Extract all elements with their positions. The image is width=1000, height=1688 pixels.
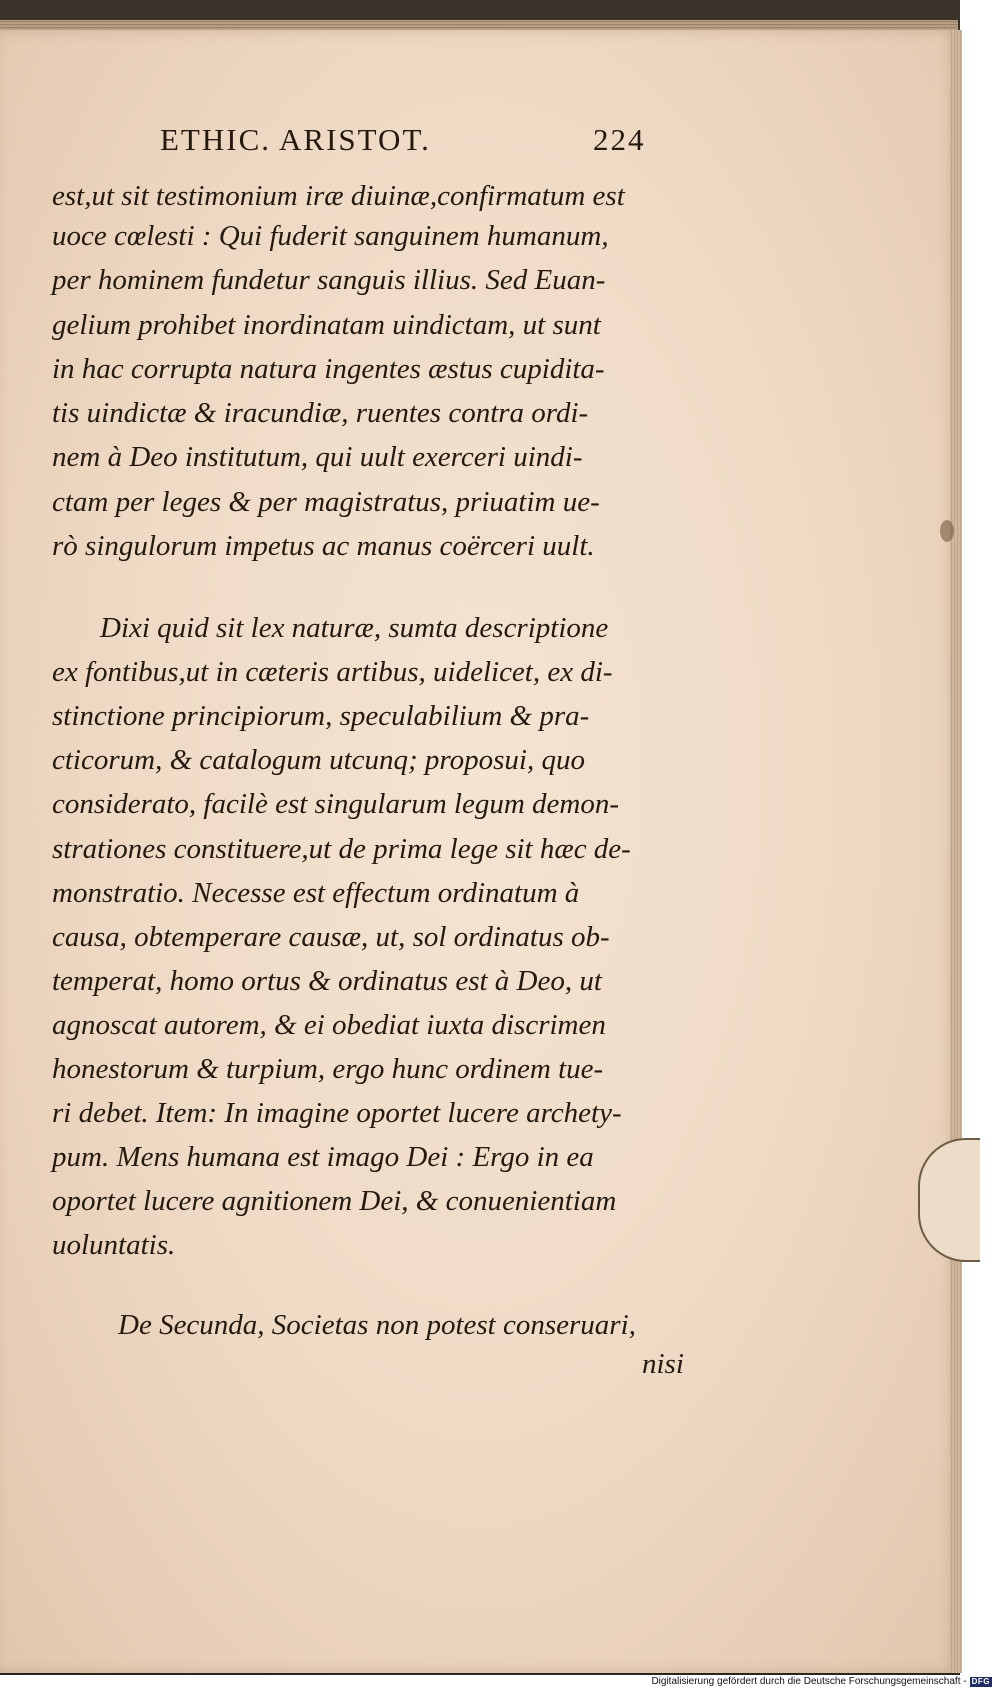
text-line: pum. Mens humana est imago Dei : Ergo in ea bbox=[52, 1141, 594, 1173]
text-line: est,ut sit testimonium iræ diuinæ,confirmatum est bbox=[52, 180, 625, 212]
text-line: uoluntatis. bbox=[52, 1229, 176, 1261]
bookmark-tab bbox=[918, 1138, 980, 1262]
text-line: in hac corrupta natura ingentes æstus cupidita- bbox=[52, 353, 605, 385]
text-line: honestorum & turpium, ergo hunc ordinem tue- bbox=[52, 1053, 604, 1085]
text-line: temperat, homo ortus & ordinatus est à Deo, ut bbox=[52, 965, 602, 997]
digitization-credit bbox=[651, 1675, 992, 1688]
text-line: tis uindictæ & iracundiæ, ruentes contra ordi- bbox=[52, 397, 589, 429]
text-line: per hominem fundetur sanguis illius. Sed Euan- bbox=[52, 264, 606, 296]
text-line: causa, obtemperare causæ, ut, sol ordinatus ob- bbox=[52, 921, 610, 953]
page-stack-fore-edge bbox=[950, 30, 962, 1673]
page-number: 224 bbox=[593, 122, 646, 157]
text-line: ctam per leges & per magistratus, priuatim ue- bbox=[52, 486, 600, 518]
text-line: ex fontibus,ut in cæteris artibus, uidelicet, ex di- bbox=[52, 656, 613, 688]
text-line: monstratio. Necesse est effectum ordinatum à bbox=[52, 877, 580, 909]
text-line: agnoscat autorem, & ei obediat iuxta discrimen bbox=[52, 1009, 606, 1041]
text-line: gelium prohibet inordinatam uindictam, ut sunt bbox=[52, 309, 601, 341]
text-line: cticorum, & catalogum utcunq; proposui, quo bbox=[52, 744, 585, 776]
text-line: considerato, facilè est singularum legum demon- bbox=[52, 788, 620, 820]
catchword: nisi bbox=[642, 1348, 684, 1380]
text-line: rò singulorum impetus ac manus coërceri uult. bbox=[52, 530, 595, 562]
text-line: strationes constituere,ut de prima lege sit hæc de- bbox=[52, 833, 631, 865]
running-title: ETHIC. ARISTOT. bbox=[160, 122, 431, 157]
text-line: Dixi quid sit lex naturæ, sumta descriptione bbox=[100, 612, 609, 644]
credit-text: Digitalisierung gefördert durch die Deutsche Forschungsgemeinschaft - bbox=[651, 1676, 967, 1687]
paper-stain bbox=[940, 520, 954, 542]
text-line: ri debet. Item: In imagine oportet lucere archety- bbox=[52, 1097, 622, 1129]
text-line: nem à Deo institutum, qui uult exerceri uindi- bbox=[52, 441, 583, 473]
text-line: De Secunda, Societas non potest conseruari, bbox=[118, 1309, 636, 1341]
text-line: oportet lucere agnitionem Dei, & conuenientiam bbox=[52, 1185, 617, 1217]
text-line: stinctione principiorum, speculabilium & pra- bbox=[52, 700, 590, 732]
text-line: uoce cœlesti : Qui fuderit sanguinem humanum, bbox=[52, 220, 609, 252]
dfg-logo-icon: DFG bbox=[971, 1676, 990, 1686]
